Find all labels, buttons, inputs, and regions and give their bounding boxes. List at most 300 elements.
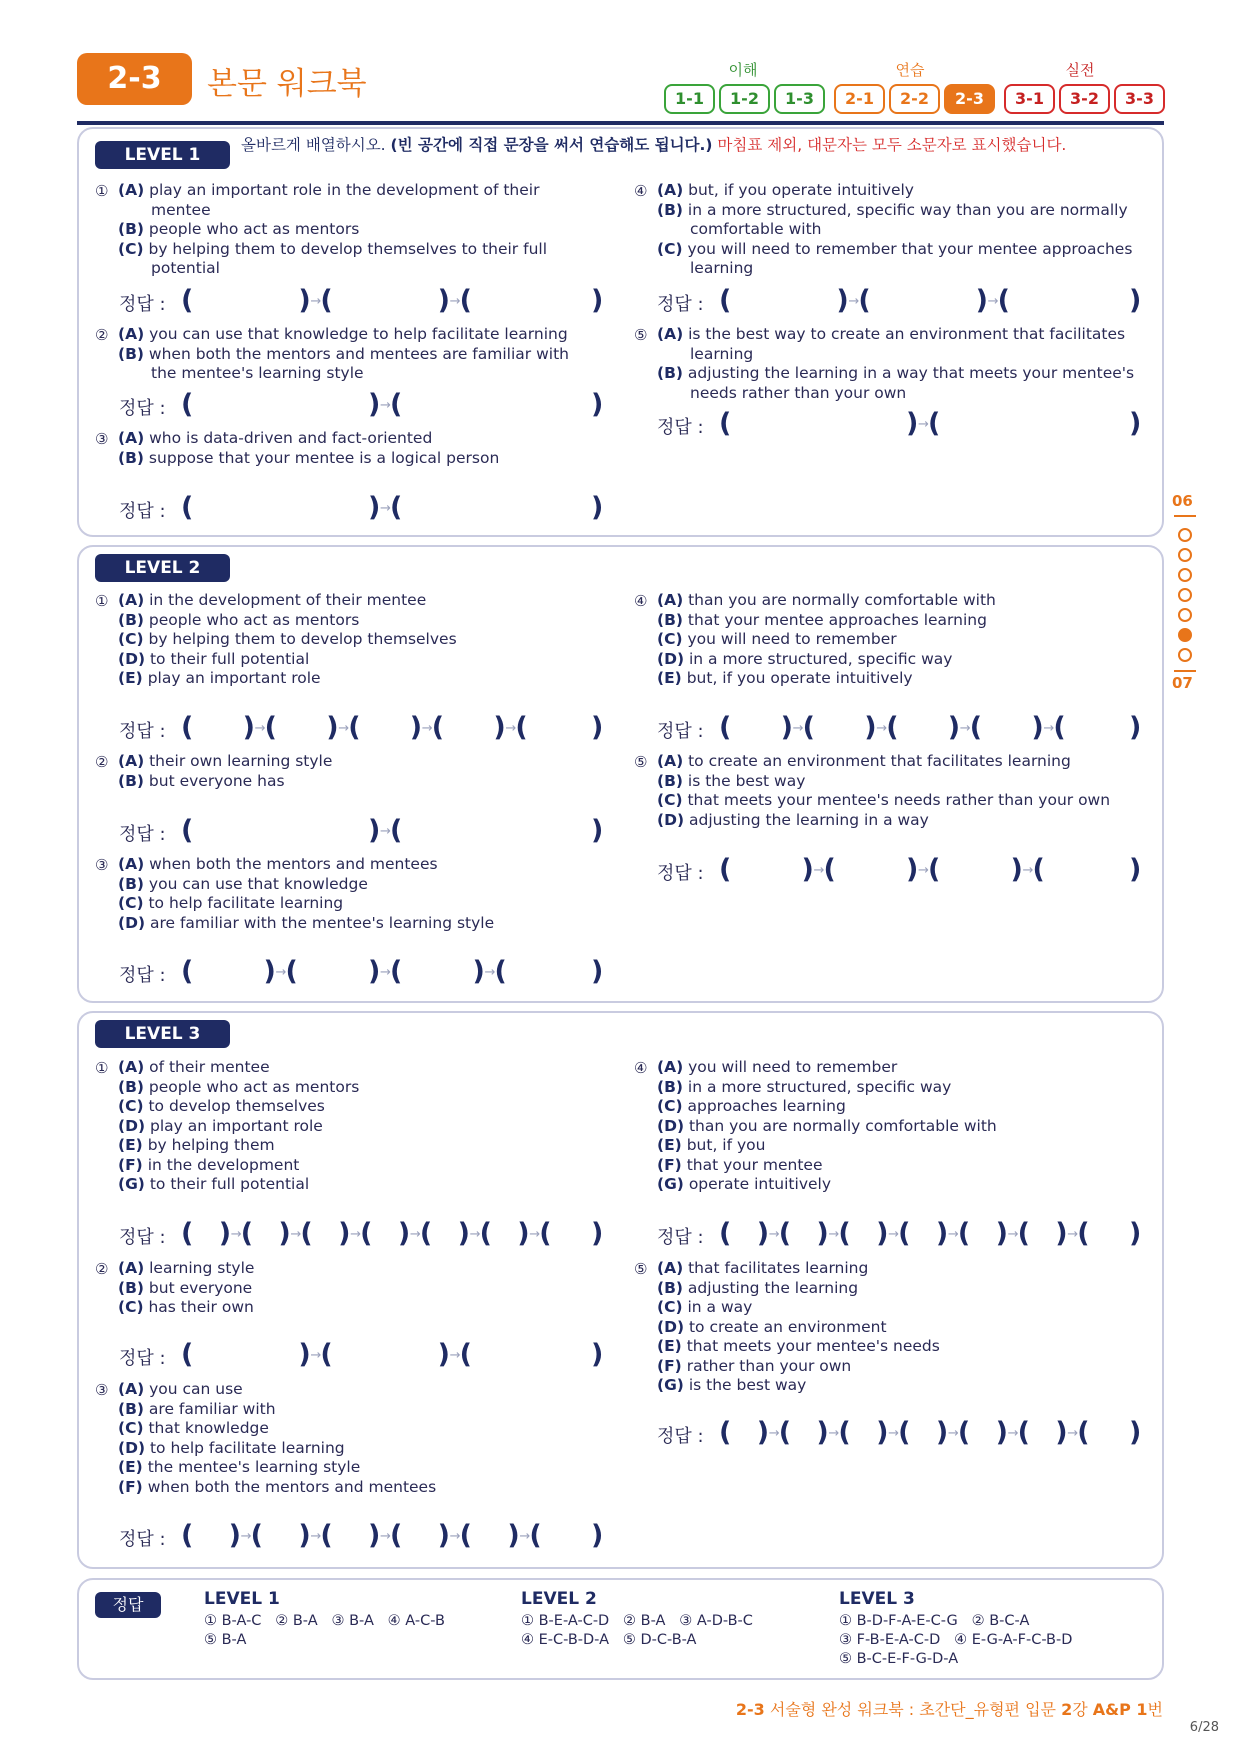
open-paren: ( — [348, 712, 361, 743]
open-paren: ( — [459, 285, 472, 316]
q-label: (C) — [118, 239, 144, 258]
l3-q1 — [95, 1058, 595, 1195]
q-number: ⑤ — [634, 753, 648, 771]
side-nav-top: 06 — [1172, 492, 1193, 510]
arrow-icon: → — [813, 863, 825, 878]
q-label: (B) — [657, 610, 683, 629]
close-paren: ) — [1031, 712, 1044, 743]
arrow-icon: → — [1022, 863, 1034, 878]
answer-key-pill: 정답 — [95, 1592, 161, 1618]
nav-2-1[interactable]: 2-1 — [834, 84, 885, 114]
q-text: by helping them to develop themselves to their full potential — [148, 239, 548, 277]
side-dot[interactable] — [1178, 568, 1192, 582]
open-paren: ( — [360, 1218, 373, 1249]
close-paren: ) — [298, 285, 311, 316]
arrow-icon: → — [230, 1227, 242, 1242]
q-text: operate intuitively — [688, 1175, 832, 1193]
open-paren: ( — [181, 956, 194, 987]
arrow-icon: → — [380, 1529, 391, 1544]
q-text: are familiar with the mentee's learning style — [149, 913, 495, 932]
answer-label: 정답 : — [119, 501, 166, 522]
q-label: (A) — [118, 1058, 145, 1076]
answer-label: 정답 : — [119, 398, 166, 419]
q-number: ② — [95, 1260, 109, 1278]
answer-key-level3 — [839, 1590, 1072, 1669]
close-paren: ) — [995, 1218, 1008, 1249]
close-paren: ) — [816, 1417, 829, 1448]
close-paren: ) — [935, 1417, 949, 1448]
open-paren: ( — [390, 389, 403, 420]
open-paren: ( — [181, 492, 194, 523]
key-line: ③ F-B-E-A-C-D ④ E-G-A-F-C-B-D — [839, 1632, 1073, 1648]
arrow-icon: → — [888, 1227, 900, 1242]
q-text: than you are normally comfortable with — [688, 1116, 997, 1135]
open-paren: ( — [181, 389, 194, 420]
open-paren: ( — [1077, 1218, 1090, 1249]
level2-box — [77, 545, 1164, 1003]
arrow-icon: → — [1067, 1227, 1079, 1242]
footer-text: 번 — [1147, 1700, 1163, 1719]
q-label: (B) — [118, 448, 144, 467]
q-text: to their full potential — [149, 1175, 310, 1193]
q-text: but, if you operate intuitively — [686, 669, 913, 687]
open-paren: ( — [459, 1520, 472, 1551]
q-text: of their mentee — [149, 1058, 270, 1076]
nav-3-2[interactable]: 3-2 — [1059, 84, 1110, 114]
close-paren: ) — [437, 285, 450, 316]
open-paren: ( — [719, 1218, 732, 1249]
instr-red: 마침표 제외, 대문자는 모두 소문자로 표시했습니다. — [712, 136, 1067, 154]
open-paren: ( — [858, 285, 871, 316]
close-paren: ) — [975, 285, 988, 316]
side-nav-bottom: 07 — [1172, 674, 1193, 692]
arrow-icon: → — [469, 1227, 481, 1242]
side-dot-active[interactable] — [1178, 628, 1192, 642]
q-text: to help facilitate learning — [149, 1438, 345, 1457]
open-paren: ( — [419, 1218, 433, 1249]
arrow-icon: → — [1007, 1426, 1019, 1441]
l1-a1[interactable] — [119, 285, 604, 320]
open-paren: ( — [181, 1339, 194, 1370]
arrow-icon: → — [310, 1348, 322, 1363]
q-text: adjusting the learning in a way that meets your mentee's needs rather than your own — [687, 364, 1135, 402]
q-label: (A) — [657, 752, 684, 770]
nav-1-3[interactable]: 1-3 — [774, 84, 825, 114]
close-paren: ) — [472, 956, 485, 987]
q-label: (A) — [118, 752, 145, 770]
l2-a2[interactable] — [119, 815, 604, 850]
arrow-icon: → — [380, 398, 391, 413]
answer-label: 정답 : — [119, 1227, 166, 1248]
q-text: who is data-driven and fact-oriented — [149, 429, 433, 447]
l3-a2[interactable] — [119, 1339, 604, 1374]
open-paren: ( — [898, 1417, 911, 1448]
q-number: ③ — [95, 430, 109, 448]
close-paren: ) — [864, 712, 877, 743]
close-paren: ) — [409, 712, 423, 743]
arrow-icon: → — [959, 721, 971, 736]
q-label: (D) — [657, 649, 685, 668]
nav-2-2[interactable]: 2-2 — [889, 84, 940, 114]
q-text: to create an environment — [688, 1317, 887, 1336]
answer-label: 정답 : — [657, 417, 704, 438]
close-paren: ) — [906, 854, 919, 885]
close-paren: ) — [242, 712, 255, 743]
open-paren: ( — [320, 1339, 333, 1370]
q-label: (D) — [118, 1438, 146, 1457]
l2-q2 — [95, 752, 595, 791]
l1-a4[interactable] — [657, 285, 1142, 320]
arrow-icon: → — [888, 1426, 900, 1441]
close-paren: ) — [326, 712, 339, 743]
q-text: you will need to remember that your mentee approaches learning — [687, 239, 1133, 277]
key-line: ① B-E-A-C-D ② B-A ③ A-D-B-C — [521, 1613, 753, 1629]
answer-label: 정답 : — [657, 1227, 704, 1248]
arrow-icon: → — [421, 721, 433, 736]
arrow-icon: → — [918, 863, 929, 878]
arrow-icon: → — [380, 501, 391, 516]
q-text: but, if you — [686, 1136, 766, 1154]
q-label: (B) — [118, 220, 144, 238]
arrow-icon: → — [290, 1227, 302, 1242]
close-paren: ) — [756, 1417, 770, 1448]
close-paren: ) — [816, 1218, 829, 1249]
q-number: ④ — [634, 182, 648, 200]
open-paren: ( — [719, 285, 732, 316]
close-paren: ) — [1129, 854, 1142, 885]
q-label: (F) — [118, 1477, 143, 1496]
open-paren: ( — [181, 1520, 194, 1551]
q-text: in the development — [147, 1155, 300, 1174]
l1-q5 — [634, 325, 1154, 403]
q-label: (D) — [118, 649, 146, 668]
q-label: (B) — [118, 344, 144, 363]
close-paren: ) — [1129, 408, 1142, 439]
close-paren: ) — [298, 1520, 311, 1551]
nav-3-3[interactable]: 3-3 — [1114, 84, 1165, 114]
q-label: (B) — [657, 1077, 683, 1096]
q-text: you can use — [149, 1380, 243, 1398]
q-label: (B) — [118, 1077, 144, 1096]
q-label: (E) — [118, 669, 143, 687]
unit-badge: 2-3 — [77, 53, 192, 105]
close-paren: ) — [437, 1339, 450, 1370]
q-label: (E) — [657, 1136, 682, 1154]
open-paren: ( — [390, 492, 403, 523]
l1-a5[interactable] — [657, 408, 1142, 443]
key-line: ⑤ B-C-E-F-G-D-A — [839, 1651, 959, 1667]
q-label: (A) — [657, 591, 684, 609]
close-paren: ) — [278, 1218, 291, 1249]
close-paren: ) — [1055, 1218, 1068, 1249]
arrow-icon: → — [529, 1227, 541, 1242]
q-label: (A) — [657, 325, 684, 343]
q-text: you will need to remember — [687, 630, 897, 648]
open-paren: ( — [459, 1339, 472, 1370]
open-paren: ( — [181, 815, 194, 846]
q-label: (C) — [118, 1097, 144, 1115]
l2-a3[interactable] — [119, 956, 604, 991]
footer-text: 강 — [1072, 1700, 1093, 1719]
q-text: adjusting the learning in a way — [688, 810, 929, 829]
open-paren: ( — [838, 1218, 851, 1249]
arrow-icon: → — [240, 1529, 252, 1544]
q-label: (D) — [118, 913, 146, 932]
q-text: learning style — [149, 1259, 255, 1277]
q-label: (F) — [657, 1356, 682, 1375]
open-paren: ( — [928, 854, 941, 885]
q-label: (A) — [657, 1259, 684, 1277]
close-paren: ) — [876, 1417, 889, 1448]
open-paren: ( — [539, 1218, 552, 1249]
q-label: (C) — [118, 894, 144, 912]
close-paren: ) — [397, 1218, 411, 1249]
q-number: ② — [95, 326, 109, 344]
close-paren: ) — [1129, 712, 1142, 743]
nav-1-2[interactable]: 1-2 — [719, 84, 770, 114]
level3-box — [77, 1011, 1164, 1569]
header-rule — [77, 121, 1164, 125]
footer-unit: 2-3 — [735, 1700, 765, 1719]
nav-2-3[interactable]: 2-3 — [944, 84, 995, 114]
open-paren: ( — [838, 1417, 851, 1448]
q-text: that meets your mentee's needs rather than your own — [687, 791, 1111, 809]
close-paren: ) — [437, 1520, 450, 1551]
close-paren: ) — [801, 854, 814, 885]
q-text: you can use that knowledge to help facilitate learning — [149, 325, 568, 343]
q-label: (C) — [657, 1097, 683, 1115]
q-label: (C) — [657, 791, 683, 809]
open-paren: ( — [957, 1417, 971, 1448]
footer — [736, 1697, 1163, 1720]
q-text: but, if you operate intuitively — [688, 181, 914, 199]
q-text: people who act as mentors — [148, 220, 360, 238]
q-number: ③ — [95, 856, 109, 874]
arrow-icon: → — [792, 721, 804, 736]
close-paren: ) — [591, 492, 604, 523]
q-label: (B) — [657, 771, 683, 790]
close-paren: ) — [1055, 1417, 1068, 1448]
open-paren: ( — [181, 1218, 194, 1249]
close-paren: ) — [947, 712, 961, 743]
q-label: (D) — [657, 810, 685, 829]
arrow-icon: → — [310, 1529, 322, 1544]
arrow-icon: → — [947, 1227, 959, 1242]
open-paren: ( — [886, 712, 899, 743]
arrow-icon: → — [254, 721, 266, 736]
q-text: that meets your mentee's needs — [686, 1337, 940, 1355]
arrow-icon: → — [828, 1426, 840, 1441]
l3-q5 — [634, 1259, 1154, 1396]
answer-key-level2 — [521, 1590, 753, 1650]
arrow-icon: → — [409, 1227, 421, 1242]
q-text: in a more structured, specific way — [688, 649, 953, 668]
close-paren: ) — [1129, 1218, 1142, 1249]
q-text: to help facilitate learning — [148, 894, 344, 912]
q-text: that knowledge — [148, 1419, 269, 1437]
arrow-icon: → — [1067, 1426, 1079, 1441]
page-number: 6/28 — [1189, 1720, 1219, 1735]
q-label: (B) — [657, 1278, 683, 1297]
q-text: their own learning style — [149, 752, 333, 770]
side-dot[interactable] — [1178, 528, 1192, 542]
arrow-icon: → — [449, 294, 461, 309]
close-paren: ) — [591, 1520, 604, 1551]
arrow-icon: → — [1043, 721, 1055, 736]
side-nav-line — [1174, 515, 1196, 517]
l2-a1[interactable] — [119, 712, 604, 747]
arrow-icon: → — [987, 294, 999, 309]
open-paren: ( — [802, 712, 815, 743]
close-paren: ) — [591, 1218, 604, 1249]
l3-a3[interactable] — [119, 1520, 604, 1555]
q-text: are familiar with — [148, 1399, 276, 1418]
q-label: (A) — [657, 181, 684, 199]
close-paren: ) — [493, 712, 506, 743]
q-number: ④ — [634, 592, 648, 610]
open-paren: ( — [181, 285, 194, 316]
q-number: ⑤ — [634, 326, 648, 344]
open-paren: ( — [494, 956, 507, 987]
q-label: (D) — [657, 1317, 685, 1336]
q-label: (C) — [118, 1419, 144, 1437]
q-text: that your mentee approaches learning — [687, 610, 987, 629]
open-paren: ( — [1032, 854, 1045, 885]
q-label: (G) — [657, 1376, 684, 1394]
open-paren: ( — [390, 815, 403, 846]
level3-pill: LEVEL 3 — [95, 1020, 230, 1048]
close-paren: ) — [591, 956, 604, 987]
close-paren: ) — [338, 1218, 351, 1249]
footer-text: 서술형 완성 워크북 : — [764, 1700, 920, 1719]
l2-a4[interactable] — [657, 712, 1142, 747]
close-paren: ) — [298, 1339, 311, 1370]
q-text: people who act as mentors — [148, 610, 360, 629]
open-paren: ( — [969, 712, 983, 743]
q-text: play an important role in the development of their mentee — [149, 181, 540, 219]
nav-3-1[interactable]: 3-1 — [1004, 84, 1055, 114]
close-paren: ) — [1129, 285, 1142, 316]
l3-a5[interactable] — [657, 1417, 1142, 1452]
q-text: than you are normally comfortable with — [688, 591, 996, 609]
q-label: (B) — [118, 1278, 144, 1297]
q-text: has their own — [148, 1298, 254, 1316]
level1-box — [77, 127, 1164, 537]
arrow-icon: → — [947, 1426, 959, 1441]
arrow-icon: → — [380, 965, 391, 980]
l1-a2[interactable] — [119, 389, 604, 424]
l3-a1[interactable] — [119, 1218, 604, 1253]
close-paren: ) — [591, 815, 604, 846]
l2-q1 — [95, 591, 595, 689]
answer-label: 정답 : — [119, 1348, 166, 1369]
q-label: (E) — [118, 1458, 143, 1476]
q-text: that facilitates learning — [688, 1259, 869, 1277]
q-text: in a more structured, specific way — [687, 1077, 952, 1096]
arrow-icon: → — [275, 965, 287, 980]
q-label: (A) — [118, 181, 145, 199]
close-paren: ) — [263, 956, 276, 987]
answer-key-level1 — [204, 1590, 445, 1650]
answer-label: 정답 : — [119, 1529, 166, 1550]
key-line: ⑤ B-A — [204, 1632, 247, 1648]
open-paren: ( — [390, 956, 403, 987]
nav-1-1[interactable]: 1-1 — [664, 84, 715, 114]
answer-key-box — [77, 1578, 1164, 1680]
close-paren: ) — [368, 389, 381, 420]
q-label: (G) — [118, 1175, 145, 1193]
q-label: (F) — [118, 1155, 143, 1174]
key-line: ① B-A-C ② B-A ③ B-A ④ A-C-B — [204, 1613, 445, 1629]
q-text: by helping them — [147, 1136, 275, 1154]
group-label-real: 실전 — [1065, 61, 1095, 79]
q-text: when both the mentors and mentees — [149, 855, 438, 873]
close-paren: ) — [906, 408, 919, 439]
q-label: (A) — [657, 1058, 684, 1076]
q-number: ① — [95, 1059, 109, 1077]
q-label: (G) — [657, 1175, 684, 1193]
open-paren: ( — [1017, 1417, 1030, 1448]
q-label: (A) — [118, 429, 145, 447]
open-paren: ( — [898, 1218, 911, 1249]
q-label: (A) — [118, 591, 145, 609]
q-label: (C) — [657, 630, 683, 648]
l3-q4 — [634, 1058, 1154, 1195]
open-paren: ( — [390, 1520, 403, 1551]
q-label: (B) — [118, 610, 144, 629]
arrow-icon: → — [449, 1529, 461, 1544]
open-paren: ( — [719, 854, 732, 885]
q-label: (C) — [657, 1298, 683, 1316]
open-paren: ( — [240, 1218, 254, 1249]
q-number: ① — [95, 182, 109, 200]
open-paren: ( — [515, 712, 528, 743]
q-label: (B) — [657, 200, 683, 219]
q-label: (E) — [118, 1136, 143, 1154]
open-paren: ( — [1017, 1218, 1030, 1249]
answer-label: 정답 : — [119, 721, 166, 742]
close-paren: ) — [780, 712, 793, 743]
page-title: 본문 워크북 — [207, 66, 367, 102]
open-paren: ( — [320, 285, 333, 316]
open-paren: ( — [320, 1520, 333, 1551]
open-paren: ( — [997, 285, 1010, 316]
open-paren: ( — [719, 408, 732, 439]
close-paren: ) — [876, 1218, 889, 1249]
l3-a4[interactable] — [657, 1218, 1142, 1253]
side-dot[interactable] — [1178, 548, 1192, 562]
side-dot[interactable] — [1178, 648, 1192, 662]
l3-q2 — [95, 1259, 595, 1318]
l2-q5 — [634, 752, 1154, 830]
level1-pill: LEVEL 1 — [95, 141, 230, 169]
q-text: when both the mentors and mentees — [147, 1477, 437, 1496]
open-paren: ( — [1077, 1417, 1090, 1448]
close-paren: ) — [228, 1520, 241, 1551]
l1-a3[interactable] — [119, 492, 604, 527]
answer-label: 정답 : — [657, 294, 704, 315]
l1-q1 — [95, 181, 575, 279]
open-paren: ( — [479, 1218, 492, 1249]
close-paren: ) — [1010, 854, 1023, 885]
open-paren: ( — [181, 712, 194, 743]
l2-a5[interactable] — [657, 854, 1142, 889]
open-paren: ( — [264, 712, 277, 743]
q-number: ③ — [95, 1381, 109, 1399]
side-dot[interactable] — [1178, 588, 1192, 602]
side-dot[interactable] — [1178, 608, 1192, 622]
open-paren: ( — [529, 1520, 542, 1551]
